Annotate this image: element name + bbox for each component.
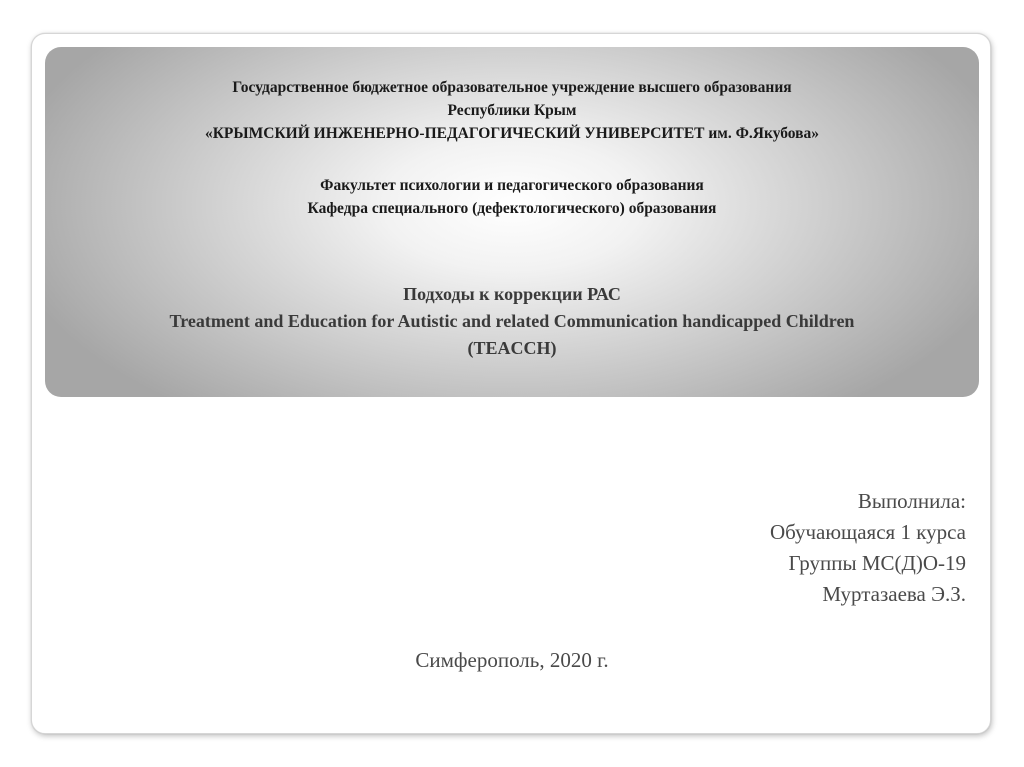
author-line: Муртазаева Э.З. xyxy=(822,582,966,606)
topic-line: Подходы к коррекции РАС xyxy=(403,284,621,304)
department-line: Кафедра специального (дефектологического) образования xyxy=(307,200,717,217)
faculty-line: Факультет психологии и педагогического образования xyxy=(320,177,704,194)
topic-line: Treatment and Education for Autistic and related Communication handicapped Children xyxy=(169,311,855,331)
institution-line: «КРЫМСКИЙ ИНЖЕНЕРНО-ПЕДАГОГИЧЕСКИЙ УНИВЕРСИТЕТ им. Ф.Якубова» xyxy=(204,125,820,142)
city-year: Симферополь, 2020 г. xyxy=(415,648,609,672)
faculty-department xyxy=(45,174,979,220)
presentation-topic xyxy=(45,281,979,362)
author-line: Выполнила: xyxy=(857,489,966,513)
institution-line: Государственное бюджетное образовательное учреждение высшего образования xyxy=(232,79,792,96)
author-line: Группы МС(Д)О-19 xyxy=(788,551,966,575)
author-line: Обучающаяся 1 курса xyxy=(769,520,966,544)
institution-name xyxy=(45,76,979,145)
title-panel xyxy=(45,47,979,397)
institution-line: Республики Крым xyxy=(447,102,577,119)
topic-line: (TEACCH) xyxy=(467,338,557,358)
author-info xyxy=(770,486,966,610)
